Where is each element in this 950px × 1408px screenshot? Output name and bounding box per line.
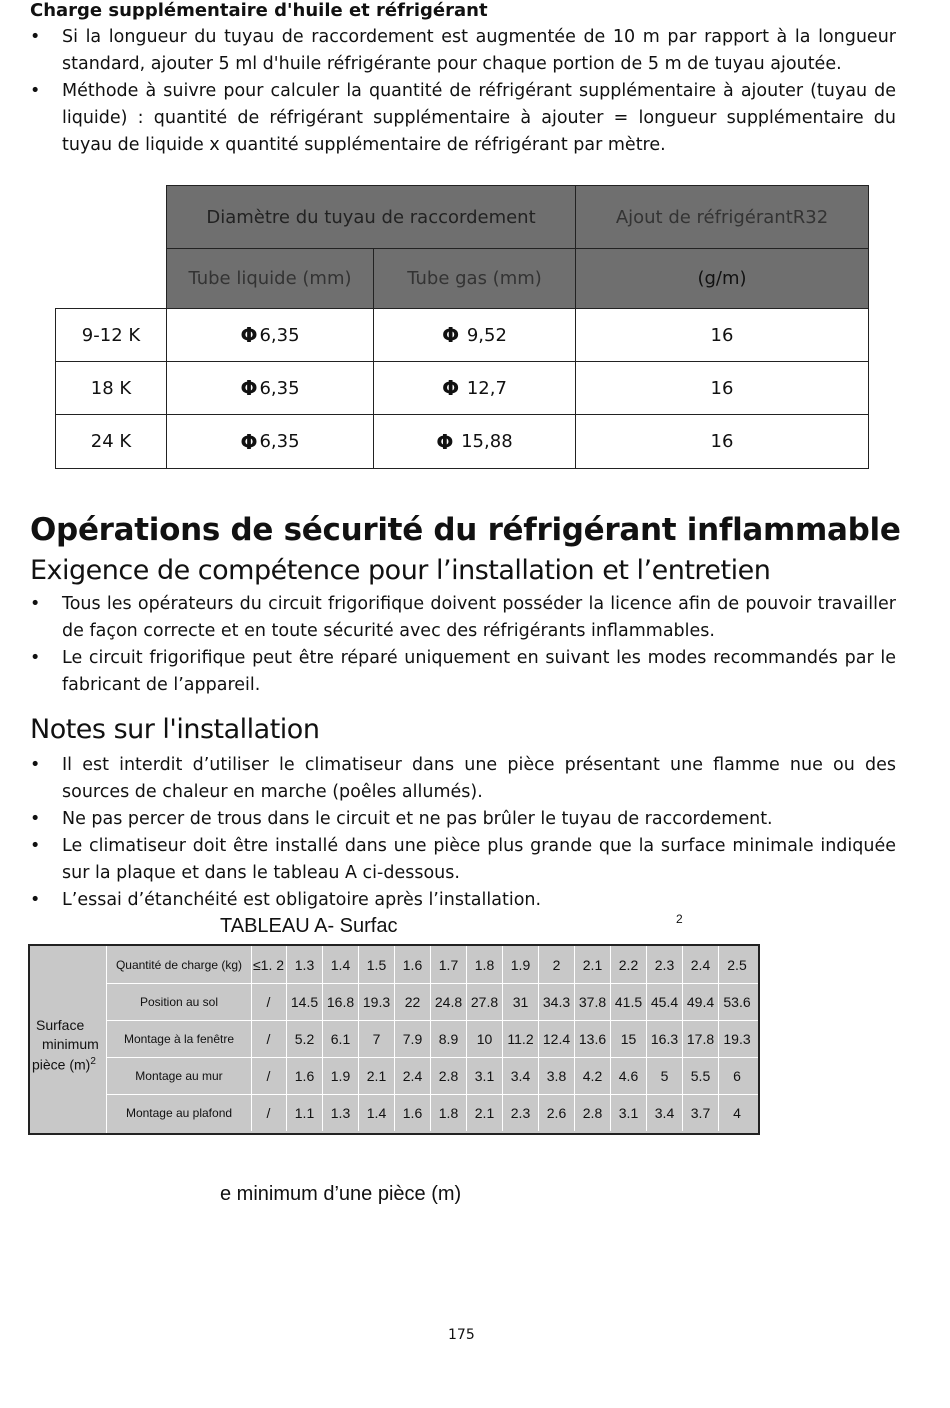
- phi-symbol: Φ: [442, 323, 460, 347]
- table-cell: /: [251, 1020, 287, 1057]
- table-cell: 16.8: [323, 983, 359, 1020]
- table-row: [107, 1057, 758, 1095]
- table-cell: 24.8: [431, 983, 467, 1020]
- header-gas: Tube gas (mm): [373, 248, 576, 309]
- phi-symbol: Φ: [240, 376, 258, 400]
- table-a-side-header: [30, 946, 107, 1133]
- list-item: • Si la longueur du tuyau de raccordement est augmentée de 10 m par rapport à la longueur standard, ajouter 5 ml d'huile réfrigérante pour chaque portion de 5 m de tuyau ajoutée.: [0, 24, 896, 78]
- table-cell: 12.4: [539, 1020, 575, 1057]
- table-cell: 1.7: [431, 946, 467, 983]
- phi-symbol: Φ: [442, 376, 460, 400]
- side-label-line: Surface: [36, 1017, 85, 1033]
- table-cell: 1.4: [323, 946, 359, 983]
- table-cell: 1.6: [395, 946, 431, 983]
- table-cell: 2.4: [683, 946, 719, 983]
- table-cell: 5.2: [287, 1020, 323, 1057]
- table-cell: 6.1: [323, 1020, 359, 1057]
- table-cell: 22: [395, 983, 431, 1020]
- table-cell: 7: [359, 1020, 395, 1057]
- row-label: Quantité de charge (kg): [107, 946, 252, 983]
- competence-bullet-list: [0, 591, 896, 699]
- table-cell: 2.8: [575, 1094, 611, 1131]
- table-cell-model: 18 K: [55, 361, 167, 415]
- table-cell: 5.5: [683, 1057, 719, 1094]
- phi-symbol: Φ: [240, 323, 258, 347]
- table-cell: 1.5: [359, 946, 395, 983]
- table-cell: 3.4: [647, 1094, 683, 1131]
- section-title-notes: Notes sur l'installation: [30, 714, 320, 745]
- side-label-line: minimum: [42, 1035, 99, 1052]
- list-item: • L’essai d’étanchéité est obligatoire après l’installation.: [0, 887, 896, 914]
- table-cell: 2.2: [611, 946, 647, 983]
- table-cell: ≤1. 2: [251, 946, 287, 983]
- table-cell: 16.3: [647, 1020, 683, 1057]
- table-cell: 1.3: [287, 946, 323, 983]
- table-cell-liquid: [166, 308, 374, 362]
- list-item: • Tous les opérateurs du circuit frigorifique doivent posséder la licence afin de pouvoir travailler de façon correcte et en toute sécurité avec des réfrigérants inflammables.: [0, 591, 896, 645]
- table-cell: 2: [539, 946, 575, 983]
- header-liquid: Tube liquide (mm): [166, 248, 374, 309]
- section-title-securite: Opérations de sécurité du réfrigérant inflammable: [30, 512, 901, 548]
- liquid-value: 6,35: [259, 431, 300, 452]
- table-cell: 4: [733, 1104, 741, 1121]
- table-cell: 2.6: [539, 1094, 575, 1131]
- table-cell: 1.9: [503, 946, 539, 983]
- table-cell: 11.2: [503, 1020, 539, 1057]
- table-cell: 1.6: [287, 1057, 323, 1094]
- table-cell: 31: [503, 983, 539, 1020]
- table-cell: /: [251, 983, 287, 1020]
- table-cell: 10: [467, 1020, 503, 1057]
- table-cell: /: [251, 1057, 287, 1094]
- table-cell: 53.6: [723, 993, 751, 1010]
- table-cell: 3.4: [503, 1057, 539, 1094]
- table-cell: 6: [733, 1067, 741, 1084]
- table-cell: 4.6: [611, 1057, 647, 1094]
- table-cell: 19.3: [723, 1030, 751, 1047]
- liquid-value: 6,35: [259, 377, 300, 399]
- table-cell: 3.7: [683, 1094, 719, 1131]
- table-a-side-label: [32, 1016, 104, 1074]
- table-row: [107, 1094, 758, 1131]
- table-cell: 1.8: [467, 946, 503, 983]
- list-item: • Ne pas percer de trous dans le circuit et ne pas brûler le tuyau de raccordement.: [0, 806, 896, 833]
- table-cell: 1.6: [395, 1094, 431, 1131]
- table-cell: 41.5: [611, 983, 647, 1020]
- table-cell: 5: [647, 1057, 683, 1094]
- table-cell: 15: [611, 1020, 647, 1057]
- gas-value: 9,52: [466, 324, 507, 346]
- table-a-title-superscript: 2: [676, 912, 683, 926]
- table-cell: 13.6: [575, 1020, 611, 1057]
- gas-value: 12,7: [466, 377, 507, 399]
- phi-symbol: Φ: [436, 429, 454, 454]
- side-label-line: [32, 1053, 104, 1074]
- table-cell-charge: 16: [575, 414, 869, 469]
- section-title-charge: Charge supplémentaire d'huile et réfrigérant: [30, 0, 488, 21]
- table-cell-gas: [373, 308, 576, 362]
- table-cell-model: 24 K: [55, 414, 167, 469]
- table-a: [28, 944, 760, 1135]
- table-cell-gas: [373, 361, 576, 415]
- table-a-title: TABLEAU A- Surfac: [220, 915, 398, 937]
- table-row: [107, 1020, 758, 1058]
- table-cell: 1.9: [323, 1057, 359, 1094]
- table-cell: 3.1: [611, 1094, 647, 1131]
- table-cell: 7.9: [395, 1020, 431, 1057]
- table-cell: 1.8: [431, 1094, 467, 1131]
- table-cell: 34.3: [539, 983, 575, 1020]
- table-cell: 27.8: [467, 983, 503, 1020]
- table-cell: 14.5: [287, 983, 323, 1020]
- table-cell: 2.3: [647, 946, 683, 983]
- table-cell: 3.1: [467, 1057, 503, 1094]
- table-row: [107, 983, 758, 1021]
- liquid-value: 6,35: [259, 324, 300, 346]
- table-cell-gas: [373, 414, 576, 469]
- table-cell-liquid: [166, 361, 374, 415]
- header-unit: (g/m): [575, 248, 869, 309]
- list-item: • Il est interdit d’utiliser le climatiseur dans une pièce présentant une flamme nue ou des sources de chaleur en marche (poêles allumés).: [0, 752, 896, 806]
- table-cell: 2.5: [727, 956, 747, 973]
- table-cell: 4.2: [575, 1057, 611, 1094]
- phi-symbol: Φ: [240, 429, 258, 454]
- table-cell: 49.4: [683, 983, 719, 1020]
- list-item: • Le climatiseur doit être installé dans une pièce plus grande que la surface minimale indiquée sur la plaque et dans le tableau A ci-dessous.: [0, 833, 896, 887]
- table-cell: 1.3: [323, 1094, 359, 1131]
- table-cell: 17.8: [683, 1020, 719, 1057]
- table-cell: 1.1: [287, 1094, 323, 1131]
- row-label: Montage à la fenêtre: [107, 1020, 252, 1057]
- table-cell-model: 9-12 K: [55, 308, 167, 362]
- notes-bullet-list: [0, 752, 896, 914]
- table-cell: 8.9: [431, 1020, 467, 1057]
- table-cell-charge: 16: [575, 361, 869, 415]
- subtitle-competence: Exigence de compétence pour l’installation et l’entretien: [30, 555, 771, 586]
- table-cell: /: [251, 1094, 287, 1131]
- table-cell: 2.1: [575, 946, 611, 983]
- header-ajout: Ajout de réfrigérantR32: [575, 185, 869, 249]
- table-cell: 37.8: [575, 983, 611, 1020]
- table-cell: 19.3: [359, 983, 395, 1020]
- table-cell: 2.1: [467, 1094, 503, 1131]
- row-label: Montage au mur: [107, 1057, 252, 1094]
- table-cell: 1.4: [359, 1094, 395, 1131]
- table-cell: 2.1: [359, 1057, 395, 1094]
- table-cell: 2.4: [395, 1057, 431, 1094]
- page-number: 175: [448, 1327, 475, 1343]
- table-cell: 45.4: [647, 983, 683, 1020]
- charge-bullet-list: [0, 24, 896, 159]
- side-label-superscript: 2: [90, 1056, 96, 1067]
- row-label: Position au sol: [107, 983, 252, 1020]
- header-diameter: Diamètre du tuyau de raccordement: [166, 185, 576, 249]
- table-cell-liquid: [166, 414, 374, 469]
- list-item: • Méthode à suivre pour calculer la quantité de réfrigérant supplémentaire à ajouter (tuyau de liquide) : quantité de réfrigérant supplémentaire à ajouter = longueur supplémentaire du tuyau de liquide x quantité supplémentaire de réfrigérant par mètre.: [0, 78, 896, 159]
- table-row: [107, 946, 758, 984]
- gas-value: 15,88: [461, 431, 513, 452]
- side-label-unit: pièce (m): [32, 1056, 91, 1073]
- table-cell: 2.3: [503, 1094, 539, 1131]
- table-cell: 3.8: [539, 1057, 575, 1094]
- table-a-caption-continued: e minimum d’une pièce (m): [220, 1183, 462, 1205]
- list-item: • Le circuit frigorifique peut être réparé uniquement en suivant les modes recommandés par le fabricant de l’appareil.: [0, 645, 896, 699]
- table-cell: 2.8: [431, 1057, 467, 1094]
- row-label: Montage au plafond: [107, 1094, 252, 1131]
- table-cell-charge: 16: [575, 308, 869, 362]
